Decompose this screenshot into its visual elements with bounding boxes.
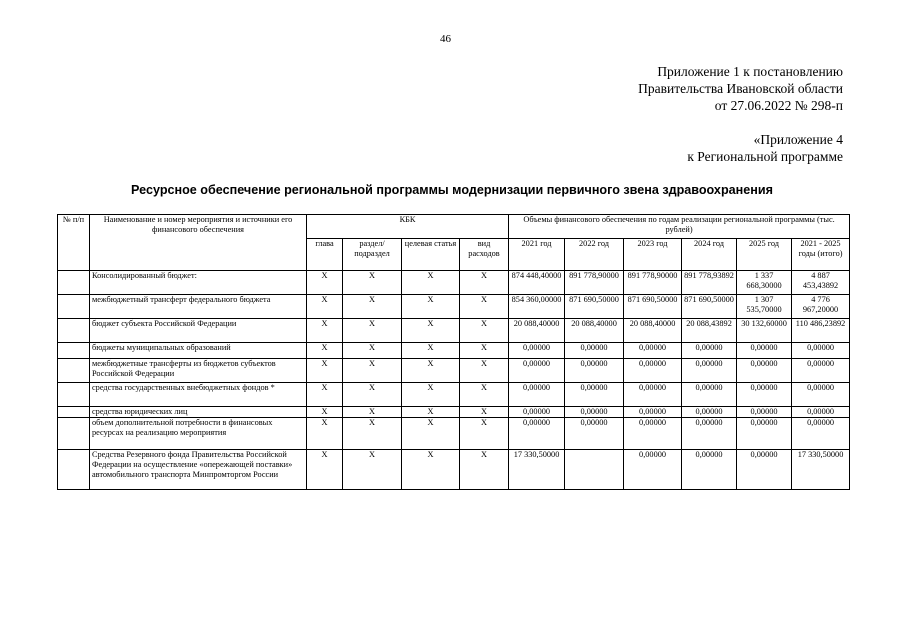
header-kbk: КБК <box>307 215 509 239</box>
value-cell: 0,00000 <box>565 343 624 359</box>
value-cell: 0,00000 <box>737 383 792 407</box>
value-cell: 0,00000 <box>737 418 792 450</box>
row-num-cell <box>58 359 90 383</box>
row-num-cell <box>58 319 90 343</box>
value-cell: 0,00000 <box>624 359 682 383</box>
kbk-cell: X <box>402 418 460 450</box>
table-header-row <box>58 215 850 239</box>
kbk-cell: X <box>307 295 343 319</box>
value-cell: 4 887 453,43892 <box>792 271 850 295</box>
value-cell: 0,00000 <box>509 343 565 359</box>
kbk-cell: X <box>343 359 402 383</box>
value-cell: 17 330,50000 <box>792 450 850 490</box>
value-cell: 20 088,40000 <box>565 319 624 343</box>
value-cell: 0,00000 <box>509 407 565 418</box>
value-cell: 20 088,40000 <box>509 319 565 343</box>
table-row <box>58 418 850 450</box>
value-cell: 891 778,90000 <box>565 271 624 295</box>
appendix-4-header <box>687 131 843 165</box>
value-cell: 20 088,43892 <box>682 319 737 343</box>
header-year-2021: 2021 год <box>509 239 565 271</box>
kbk-cell: X <box>402 383 460 407</box>
kbk-cell: X <box>460 295 509 319</box>
kbk-cell: X <box>343 271 402 295</box>
kbk-cell: X <box>307 450 343 490</box>
table-row <box>58 407 850 418</box>
table-row <box>58 319 850 343</box>
value-cell: 891 778,90000 <box>624 271 682 295</box>
kbk-cell: X <box>460 450 509 490</box>
kbk-cell: X <box>307 383 343 407</box>
header-kbk-chapter: глава <box>307 239 343 271</box>
value-cell: 1 307 535,70000 <box>737 295 792 319</box>
row-num-cell <box>58 343 90 359</box>
kbk-cell: X <box>343 450 402 490</box>
value-cell: 871 690,50000 <box>682 295 737 319</box>
header-year-2024: 2024 год <box>682 239 737 271</box>
header-kbk-section: раздел/ подраздел <box>343 239 402 271</box>
row-name-cell: Средства Резервного фонда Правительства Российской Федерации на осуществление «опережающей поставки» автомобильного транспорта Минпромторгом России <box>90 450 307 490</box>
kbk-cell: X <box>307 407 343 418</box>
document-title: Ресурсное обеспечение региональной программы модернизации первичного звена здравоохранения <box>131 183 773 197</box>
value-cell: 0,00000 <box>682 407 737 418</box>
value-cell: 891 778,93892 <box>682 271 737 295</box>
kbk-cell: X <box>343 383 402 407</box>
appendix-1-header <box>638 63 843 114</box>
value-cell: 0,00000 <box>682 450 737 490</box>
row-name-cell: объем дополнительной потребности в финансовых ресурсах на реализацию мероприятия <box>90 418 307 450</box>
table-row <box>58 271 850 295</box>
appendix-1-line3: от 27.06.2022 № 298-п <box>714 98 843 113</box>
resource-table <box>57 214 850 490</box>
row-name-cell: средства юридических лиц <box>90 407 307 418</box>
value-cell: 874 448,40000 <box>509 271 565 295</box>
kbk-cell: X <box>402 319 460 343</box>
kbk-cell: X <box>460 418 509 450</box>
row-name-cell: бюджеты муниципальных образований <box>90 343 307 359</box>
kbk-cell: X <box>307 359 343 383</box>
row-name-cell: межбюджетные трансферты из бюджетов субъектов Российской Федерации <box>90 359 307 383</box>
table-row <box>58 450 850 490</box>
kbk-cell: X <box>343 295 402 319</box>
value-cell: 0,00000 <box>624 450 682 490</box>
value-cell: 0,00000 <box>737 407 792 418</box>
row-num-cell <box>58 271 90 295</box>
kbk-cell: X <box>402 407 460 418</box>
kbk-cell: X <box>307 271 343 295</box>
value-cell: 17 330,50000 <box>509 450 565 490</box>
kbk-cell: X <box>402 450 460 490</box>
value-cell: 0,00000 <box>737 450 792 490</box>
value-cell: 0,00000 <box>565 359 624 383</box>
value-cell: 0,00000 <box>624 407 682 418</box>
value-cell: 0,00000 <box>509 418 565 450</box>
row-num-cell <box>58 383 90 407</box>
appendix-1-line1: Приложение 1 к постановлению <box>657 64 843 79</box>
header-num: № п/п <box>58 215 90 271</box>
value-cell: 0,00000 <box>565 383 624 407</box>
value-cell: 0,00000 <box>682 383 737 407</box>
value-cell: 0,00000 <box>737 359 792 383</box>
appendix-4-line2: к Региональной программе <box>687 149 843 164</box>
kbk-cell: X <box>460 271 509 295</box>
appendix-4-line1: «Приложение 4 <box>753 132 843 147</box>
value-cell: 0,00000 <box>624 418 682 450</box>
header-kbk-target: целевая статья <box>402 239 460 271</box>
kbk-cell: X <box>460 359 509 383</box>
header-volumes: Объемы финансового обеспечения по годам реализации региональной программы (тыс. рублей) <box>509 215 850 239</box>
kbk-cell: X <box>460 343 509 359</box>
value-cell: 1 337 668,30000 <box>737 271 792 295</box>
value-cell: 0,00000 <box>737 343 792 359</box>
header-year-2022: 2022 год <box>565 239 624 271</box>
page-number: 46 <box>440 33 451 45</box>
value-cell: 0,00000 <box>792 407 850 418</box>
value-cell: 20 088,40000 <box>624 319 682 343</box>
kbk-cell: X <box>460 383 509 407</box>
value-cell: 0,00000 <box>682 343 737 359</box>
value-cell: 0,00000 <box>792 383 850 407</box>
value-cell: 4 776 967,20000 <box>792 295 850 319</box>
appendix-1-line2: Правительства Ивановской области <box>638 81 843 96</box>
header-total: 2021 - 2025 годы (итого) <box>792 239 850 271</box>
kbk-cell: X <box>343 407 402 418</box>
kbk-cell: X <box>307 319 343 343</box>
header-year-2023: 2023 год <box>624 239 682 271</box>
table-row <box>58 383 850 407</box>
header-year-2025: 2025 год <box>737 239 792 271</box>
kbk-cell: X <box>402 359 460 383</box>
kbk-cell: X <box>343 319 402 343</box>
table-row <box>58 295 850 319</box>
value-cell: 871 690,50000 <box>624 295 682 319</box>
value-cell: 0,00000 <box>565 407 624 418</box>
kbk-cell: X <box>307 343 343 359</box>
value-cell: 0,00000 <box>682 418 737 450</box>
row-name-cell: Консолидированный бюджет: <box>90 271 307 295</box>
row-name-cell: бюджет субъекта Российской Федерации <box>90 319 307 343</box>
value-cell: 871 690,50000 <box>565 295 624 319</box>
kbk-cell: X <box>402 271 460 295</box>
row-name-cell: межбюджетный трансферт федерального бюджета <box>90 295 307 319</box>
value-cell: 110 486,23892 <box>792 319 850 343</box>
row-num-cell <box>58 407 90 418</box>
value-cell: 0,00000 <box>624 383 682 407</box>
kbk-cell: X <box>402 343 460 359</box>
kbk-cell: X <box>402 295 460 319</box>
table-row <box>58 359 850 383</box>
table-row <box>58 343 850 359</box>
row-num-cell <box>58 295 90 319</box>
value-cell: 0,00000 <box>682 359 737 383</box>
kbk-cell: X <box>307 418 343 450</box>
header-name: Наименование и номер мероприятия и источники его финансового обеспечения <box>90 215 307 271</box>
value-cell: 30 132,60000 <box>737 319 792 343</box>
value-cell: 0,00000 <box>624 343 682 359</box>
row-num-cell <box>58 418 90 450</box>
value-cell <box>565 450 624 490</box>
value-cell: 0,00000 <box>509 359 565 383</box>
header-kbk-expense-type: вид расходов <box>460 239 509 271</box>
kbk-cell: X <box>343 343 402 359</box>
kbk-cell: X <box>460 319 509 343</box>
value-cell: 0,00000 <box>792 418 850 450</box>
table-body <box>58 271 850 490</box>
row-name-cell: средства государственных внебюджетных фондов * <box>90 383 307 407</box>
kbk-cell: X <box>460 407 509 418</box>
value-cell: 0,00000 <box>565 418 624 450</box>
value-cell: 0,00000 <box>792 359 850 383</box>
value-cell: 0,00000 <box>792 343 850 359</box>
kbk-cell: X <box>343 418 402 450</box>
value-cell: 854 360,00000 <box>509 295 565 319</box>
row-num-cell <box>58 450 90 490</box>
value-cell: 0,00000 <box>509 383 565 407</box>
